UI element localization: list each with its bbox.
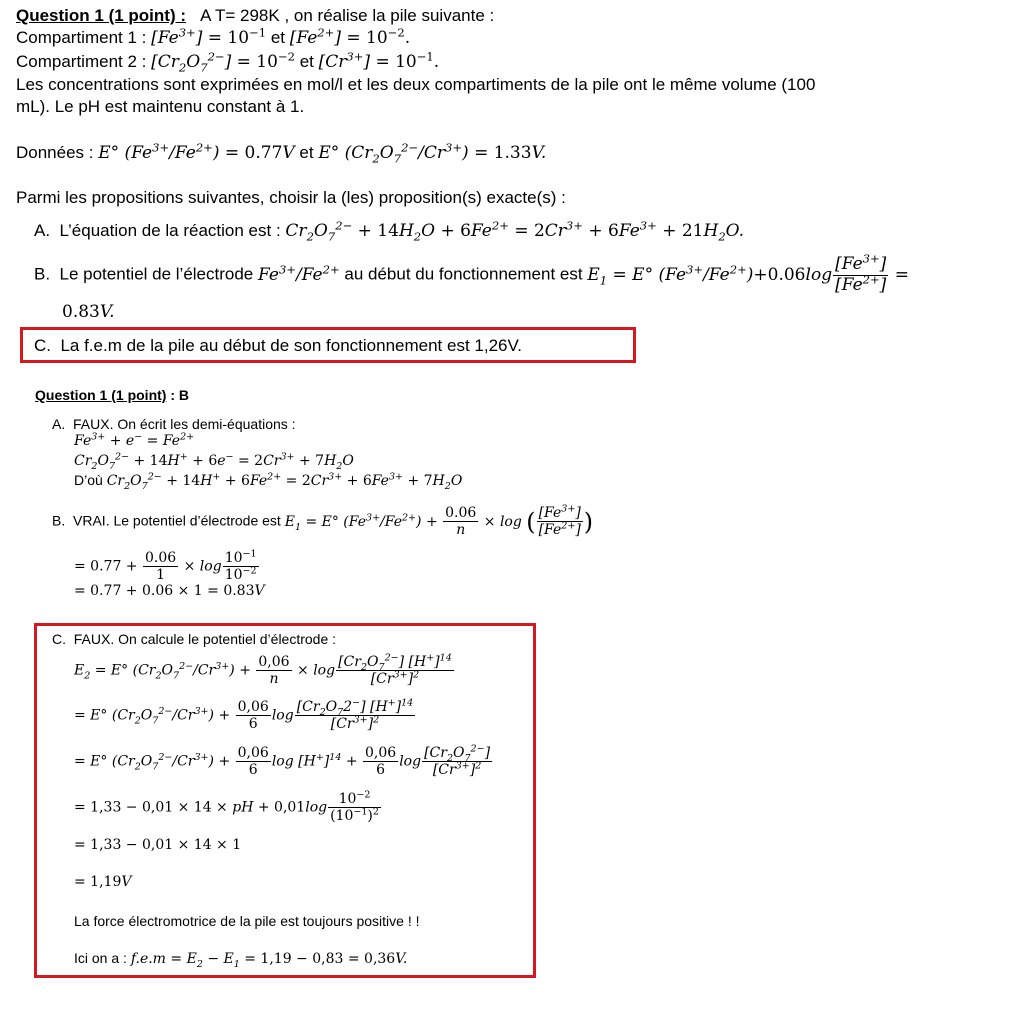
donnees-label: Données : bbox=[16, 143, 94, 162]
answer-a-letter: A. bbox=[52, 416, 66, 432]
donnees-fe-potential: E° $(Fe^{3+}/Fe^{2+}) = 0.77V$ bbox=[98, 140, 295, 163]
compartment-2-cr3-eq: $[Cr^{3+}] = 10^{-1}$. bbox=[318, 49, 440, 72]
compartment-1-fe3-eq: $[Fe^{3+}] = 10^{-1}$ bbox=[151, 25, 267, 48]
option-a-equation: $Cr_2O_7^{2-} + 14H_2O + 6Fe^{2+} = 2Cr^{3+} + 6Fe^{3+} + 21H_2O$. bbox=[285, 218, 745, 244]
option-c bbox=[34, 335, 522, 357]
option-a bbox=[34, 220, 744, 242]
answer-c-eq3: = E° $(Cr_2O_7^{2-}/Cr^{3+})$ + $\frac{0,06}{6}$ $\log [H^+]^{14}$ + $\frac{0,06}{6}$ log $\frac{[Cr_2O_7^{2-}]}{[Cr^{3+}]^2}$ bbox=[74, 743, 491, 779]
option-b-couple: $Fe^{3+}/Fe^{2+}$ bbox=[258, 261, 340, 285]
answer-b-text: VRAI. Le potentiel d’électrode est bbox=[73, 512, 281, 529]
answer-c-final-prefix: Ici on a : bbox=[74, 950, 127, 966]
compartment-2-label: Compartiment 2 : bbox=[16, 52, 147, 71]
answer-a-eq3-prefix: D’où bbox=[74, 472, 103, 488]
option-b-text2: au début du fonctionnement est bbox=[344, 264, 583, 284]
answer-c-eq5: = 1,33 − 0,01 × 14 × 1 bbox=[74, 837, 242, 853]
answer-a-text: FAUX. On écrit les demi-équations : bbox=[73, 416, 296, 432]
answer-key: : B bbox=[170, 387, 190, 403]
answer-c-eq6: = 1,19V bbox=[74, 874, 132, 890]
option-b-text: Le potentiel de l’électrode bbox=[59, 264, 254, 284]
question-intro: A T= 298K , on réalise la pile suivante : bbox=[200, 6, 495, 25]
answer-a-eq3 bbox=[74, 471, 463, 492]
compartment-2-and: et bbox=[299, 52, 314, 71]
answer-c-text: FAUX. On calcule le potentiel d’électrode : bbox=[73, 631, 337, 647]
donnees-cr-potential: E° $(Cr_2O_7^{2-}/Cr^{3+}) = 1.33V$. bbox=[318, 140, 547, 166]
answer-c-eq4: = 1,33 − 0,01 × 14 × pH + 0,01log $\frac{10^{-2}}{(10^{-1})^2}$ bbox=[74, 789, 379, 825]
answer-title: Question 1 (1 point) bbox=[35, 387, 167, 403]
answer-header bbox=[35, 387, 189, 403]
answer-b bbox=[52, 505, 593, 538]
compartment-2-line bbox=[16, 51, 439, 73]
answer-a-eq2: $Cr_2O_7^{2-} + 14H^+ + 6e^- = 2Cr^{3+} + 7H_2O$ bbox=[74, 451, 354, 472]
answer-a-eq1: $Fe^{3+} + e^- = Fe^{2+}$ bbox=[74, 431, 195, 449]
option-a-letter: A. bbox=[34, 221, 51, 240]
answer-b-eq2: = 0.77 + $\frac{0.06}{1}$ × log $\frac{10^{-1}}{10^{-2}}$ bbox=[74, 548, 257, 584]
answer-b-eq3: = 0.77 + 0.06 × 1 = 0.83V bbox=[74, 583, 265, 599]
answer-a bbox=[52, 416, 296, 432]
answer-b-eq1: $E_1 = E^\circ$ $(Fe^{3+}/Fe^{2+})$ + $\frac{0.06}{n}$ × log ( $\frac{[Fe^{3+}]}{[Fe^{2+}]}$ ) bbox=[284, 503, 594, 539]
compartment-1-fe2-eq: $[Fe^{2+}] = 10^{-2}$. bbox=[289, 25, 411, 48]
option-b-equation: $E_1 = E^\circ$ $(Fe^{3+}/Fe^{2+})+0.06\log$ $\frac{[Fe^{3+}]}{[Fe^{2+}]}$ = bbox=[587, 251, 909, 295]
donnees-and: et bbox=[299, 143, 314, 162]
question-prompt: Parmi les propositions suivantes, choisir la (les) proposition(s) exacte(s) : bbox=[16, 188, 566, 207]
compartment-1-line bbox=[16, 27, 410, 49]
answer-c-note: La force électromotrice de la pile est toujours positive ! ! bbox=[74, 913, 420, 929]
answer-a-global-equation: $Cr_2O_7^{2-} + 14H^+ + 6Fe^{2+} = 2Cr^{3+} + 6Fe^{3+} + 7H_2O$ bbox=[106, 471, 463, 492]
answer-c-final-equation: $f.e.m = E_2 - E_1 = 1,19 - 0,83 = 0,36V$. bbox=[130, 951, 408, 970]
option-a-text: L’équation de la réaction est : bbox=[59, 221, 281, 240]
concentration-line-2: mL). Le pH est maintenu constant à 1. bbox=[16, 97, 305, 116]
option-c-text: La f.e.m de la pile au début de son fonctionnement est 1,26V. bbox=[60, 336, 522, 355]
donnees-line bbox=[16, 142, 546, 164]
compartment-1-and: et bbox=[270, 28, 285, 47]
question-title: Question 1 (1 point) : bbox=[16, 6, 186, 25]
option-b-letter: B. bbox=[34, 264, 51, 284]
option-c-letter: C. bbox=[34, 336, 51, 355]
option-b bbox=[34, 251, 909, 295]
answer-b-letter: B. bbox=[52, 512, 66, 529]
concentration-line-1: Les concentrations sont exprimées en mol/l et les deux compartiments de la pile ont le même volume (100 bbox=[16, 75, 816, 94]
compartment-1-label: Compartiment 1 : bbox=[16, 28, 147, 47]
question-header bbox=[16, 5, 494, 27]
answer-c-eq2: = E° $(Cr_2O_7^{2-}/Cr^{3+})$ + $\frac{0,06}{6}$ log $\frac{[Cr_2O_72^-] [H^+]^{14}}{[Cr^{3+}]^2}$ bbox=[74, 697, 414, 733]
answer-c-final bbox=[74, 950, 408, 970]
option-b-result: 0.83V. bbox=[62, 302, 115, 322]
answer-c-letter: C. bbox=[52, 631, 66, 647]
answer-c-eq1: $E_2 = E^\circ$ $(Cr_2O_7^{2-}/Cr^{3+})$ + $\frac{0,06}{n}$ × log $\frac{[Cr_2O_7^{2-}] [H^+]^{14}}{[Cr^{3+}]^2}$ bbox=[74, 652, 452, 688]
answer-c bbox=[52, 631, 336, 647]
compartment-2-cr2o7-eq: $[Cr_2O_7^{2-}] = 10^{-2}$ bbox=[151, 49, 295, 75]
